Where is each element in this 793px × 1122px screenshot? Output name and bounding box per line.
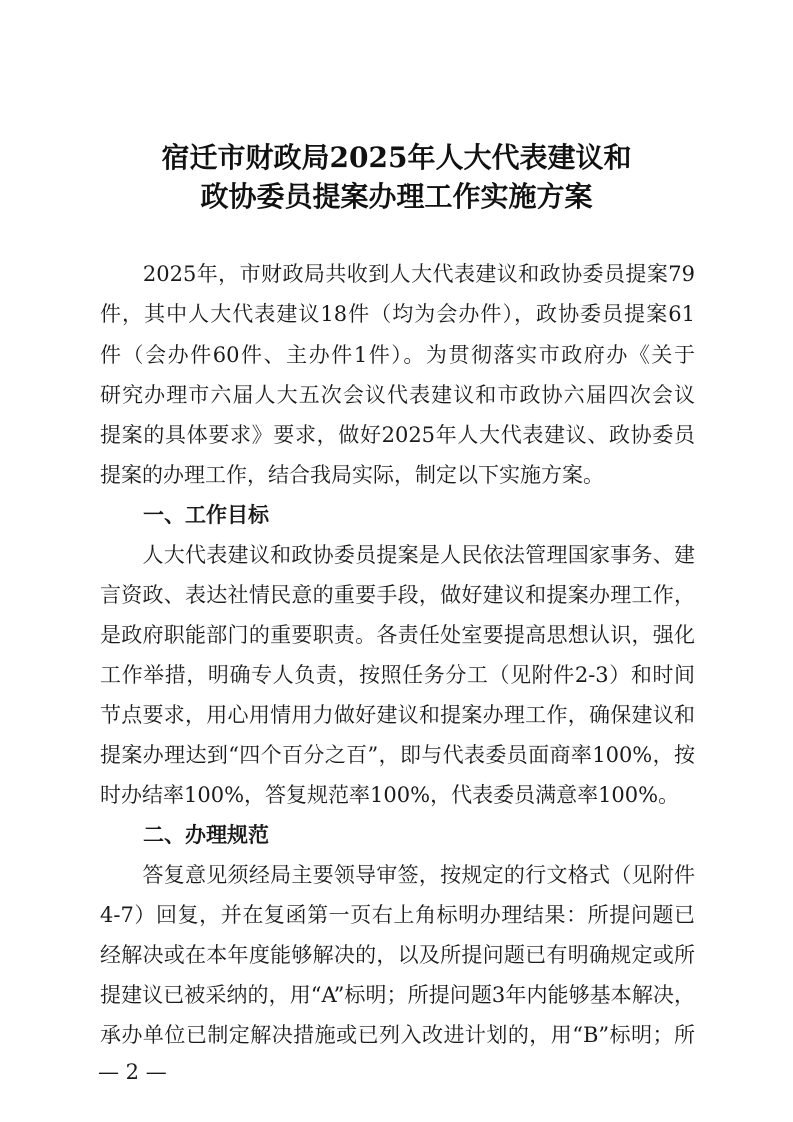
intro-line-3: 件（会办件60件、主办件1件）。为贯彻落实市政府办《关于 xyxy=(100,343,695,367)
section2-line-1: 答复意见须经局主要领导审签，按规定的行文格式（见附件 xyxy=(100,863,695,887)
section1-line-4: 工作举措，明确专人负责，按照任务分工（见附件2-3）和时间 xyxy=(100,663,695,687)
section-heading-goals: 一、工作目标 xyxy=(143,503,269,527)
intro-line-1: 2025年，市财政局共收到人大代表建议和政协委员提案79 xyxy=(100,262,695,286)
section2-line-5: 承办单位已制定解决措施或已列入改进计划的，用“B”标明；所 xyxy=(100,1023,695,1047)
intro-line-6: 提案的办理工作，结合我局实际，制定以下实施方案。 xyxy=(100,463,604,487)
intro-line-2: 件，其中人大代表建议18件（均为会办件），政协委员提案61 xyxy=(100,302,695,326)
document-title-line-1: 宿迁市财政局2025年人大代表建议和 xyxy=(161,141,632,174)
section-heading-norms: 二、办理规范 xyxy=(143,823,269,847)
section1-line-3: 是政府职能部门的重要职责。各责任处室要提高思想认识，强化 xyxy=(100,623,695,647)
section1-line-6: 提案办理达到“四个百分之百”，即与代表委员面商率100%，按 xyxy=(100,743,695,767)
section2-line-2: 4-7）回复，并在复函第一页右上角标明办理结果：所提问题已 xyxy=(100,903,695,927)
section1-line-1: 人大代表建议和政协委员提案是人民依法管理国家事务、建 xyxy=(100,543,695,567)
section1-line-2: 言资政、表达社情民意的重要手段，做好建议和提案办理工作， xyxy=(100,583,695,607)
section1-line-5: 节点要求，用心用情用力做好建议和提案办理工作，确保建议和 xyxy=(100,703,695,727)
page-number: — 2 — xyxy=(98,1060,167,1084)
section1-line-7: 时办结率100%，答复规范率100%，代表委员满意率100%。 xyxy=(100,783,680,807)
document-title-line-2: 政协委员提案办理工作实施方案 xyxy=(200,180,593,213)
section2-line-3: 经解决或在本年度能够解决的，以及所提问题已有明确规定或所 xyxy=(100,943,695,967)
intro-line-4: 研究办理市六届人大五次会议代表建议和市政协六届四次会议 xyxy=(100,383,695,407)
section2-line-4: 提建议已被采纳的，用“A”标明；所提问题3年内能够基本解决， xyxy=(100,983,695,1007)
intro-line-5: 提案的具体要求》要求，做好2025年人大代表建议、政协委员 xyxy=(100,423,695,447)
